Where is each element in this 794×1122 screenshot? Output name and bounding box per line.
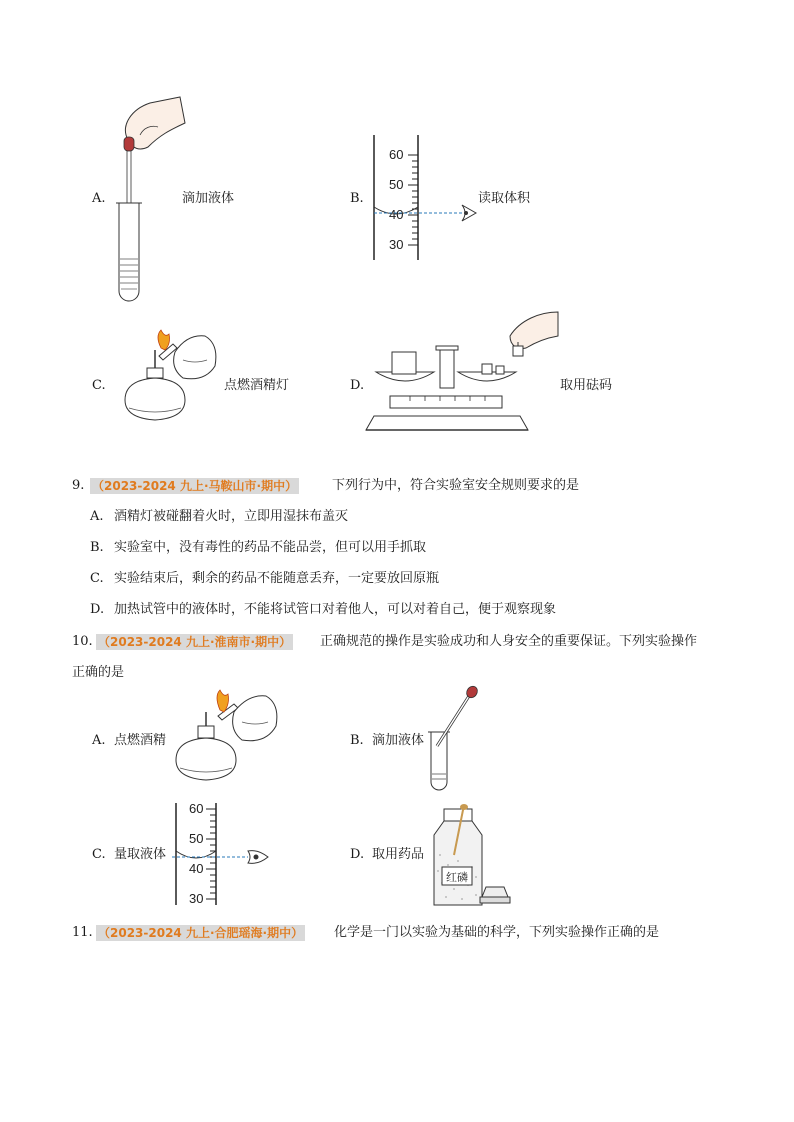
q9-option-d-text: 加热试管中的液体时，不能将试管口对着他人，可以对着自己，便于观察现象 <box>114 602 557 617</box>
q10-cylinder-reading-illustration <box>172 803 282 907</box>
q10-stem-line1: 正确规范的操作是实验成功和人身安全的重要保证。下列实验操作 <box>320 634 698 649</box>
q10-option-d-text: 取用药品 <box>372 847 425 862</box>
q10-stem-line2: 正确的是 <box>72 665 125 680</box>
q8-option-c-letter: C. <box>92 378 106 393</box>
q9-option-d-letter: D. <box>90 602 105 617</box>
q10-cylinder-tick-40: 40 <box>189 861 204 876</box>
q8-option-c-text: 点燃酒精灯 <box>224 378 290 393</box>
q10-option-c-letter: C. <box>92 847 106 862</box>
q10-option-b-text: 滴加液体 <box>372 733 425 748</box>
q9-option-a-text: 酒精灯被碰翻着火时，立即用湿抹布盖灭 <box>114 509 349 524</box>
q10-option-c-text: 量取液体 <box>114 847 167 862</box>
q8-cylinder-tick-50: 50 <box>389 177 404 192</box>
dropper-into-tube-illustration <box>110 95 190 305</box>
q9-source-tag: （2023-2024 九上·马鞍山市·期中） <box>92 479 298 493</box>
q10-option-b-letter: B. <box>350 733 364 748</box>
q10-number: 10. <box>72 634 93 649</box>
q9-option-c-letter: C. <box>90 571 104 586</box>
cylinder-reading-illustration <box>370 135 500 265</box>
q9-option-b-letter: B. <box>90 540 104 555</box>
q8-option-d-text: 取用砝码 <box>560 378 613 393</box>
q10-lamp-ignition-illustration <box>172 690 282 785</box>
balance-weight-illustration <box>370 308 570 436</box>
q8-cylinder-tick-40: 40 <box>389 207 404 222</box>
q8-option-d-letter: D. <box>350 378 365 393</box>
q10-cylinder-tick-30: 30 <box>189 891 204 906</box>
q10-option-a-letter: A. <box>92 733 106 748</box>
q8-option-a-letter: A. <box>92 191 106 206</box>
q11-source-tag: （2023-2024 九上·合肥瑶海·期中） <box>98 926 304 940</box>
q10-option-d-letter: D. <box>350 847 365 862</box>
lamp-to-lamp-ignition-illustration <box>115 330 225 425</box>
q10-dropper-tube-illustration <box>425 686 485 794</box>
q10-option-a-text: 点燃酒精 <box>114 733 167 748</box>
q8-option-a-text: 滴加液体 <box>182 191 235 206</box>
q9-stem: 下列行为中，符合实验室安全规则要求的是 <box>332 478 580 493</box>
q9-option-a-letter: A. <box>90 509 104 524</box>
q9-number: 9. <box>72 478 85 493</box>
q9-option-b-text: 实验室中，没有毒性的药品不能品尝，但可以用手抓取 <box>114 540 427 555</box>
bottle-label: 红磷 <box>446 871 468 884</box>
q10-cylinder-tick-60: 60 <box>189 801 204 816</box>
q8-cylinder-tick-60: 60 <box>389 147 404 162</box>
q9-option-c-text: 实验结束后，剩余的药品不能随意丢弃，一定要放回原瓶 <box>114 571 440 586</box>
q8-option-b-text: 读取体积 <box>478 191 531 206</box>
q8-cylinder-tick-30: 30 <box>389 237 404 252</box>
q11-stem: 化学是一门以实验为基础的科学，下列实验操作正确的是 <box>334 925 660 940</box>
q10-reagent-bottle-illustration <box>428 805 528 910</box>
q8-option-b-letter: B. <box>350 191 364 206</box>
q11-number: 11. <box>72 925 93 940</box>
q10-source-tag: （2023-2024 九上·淮南市·期中） <box>98 635 292 649</box>
q10-cylinder-tick-50: 50 <box>189 831 204 846</box>
